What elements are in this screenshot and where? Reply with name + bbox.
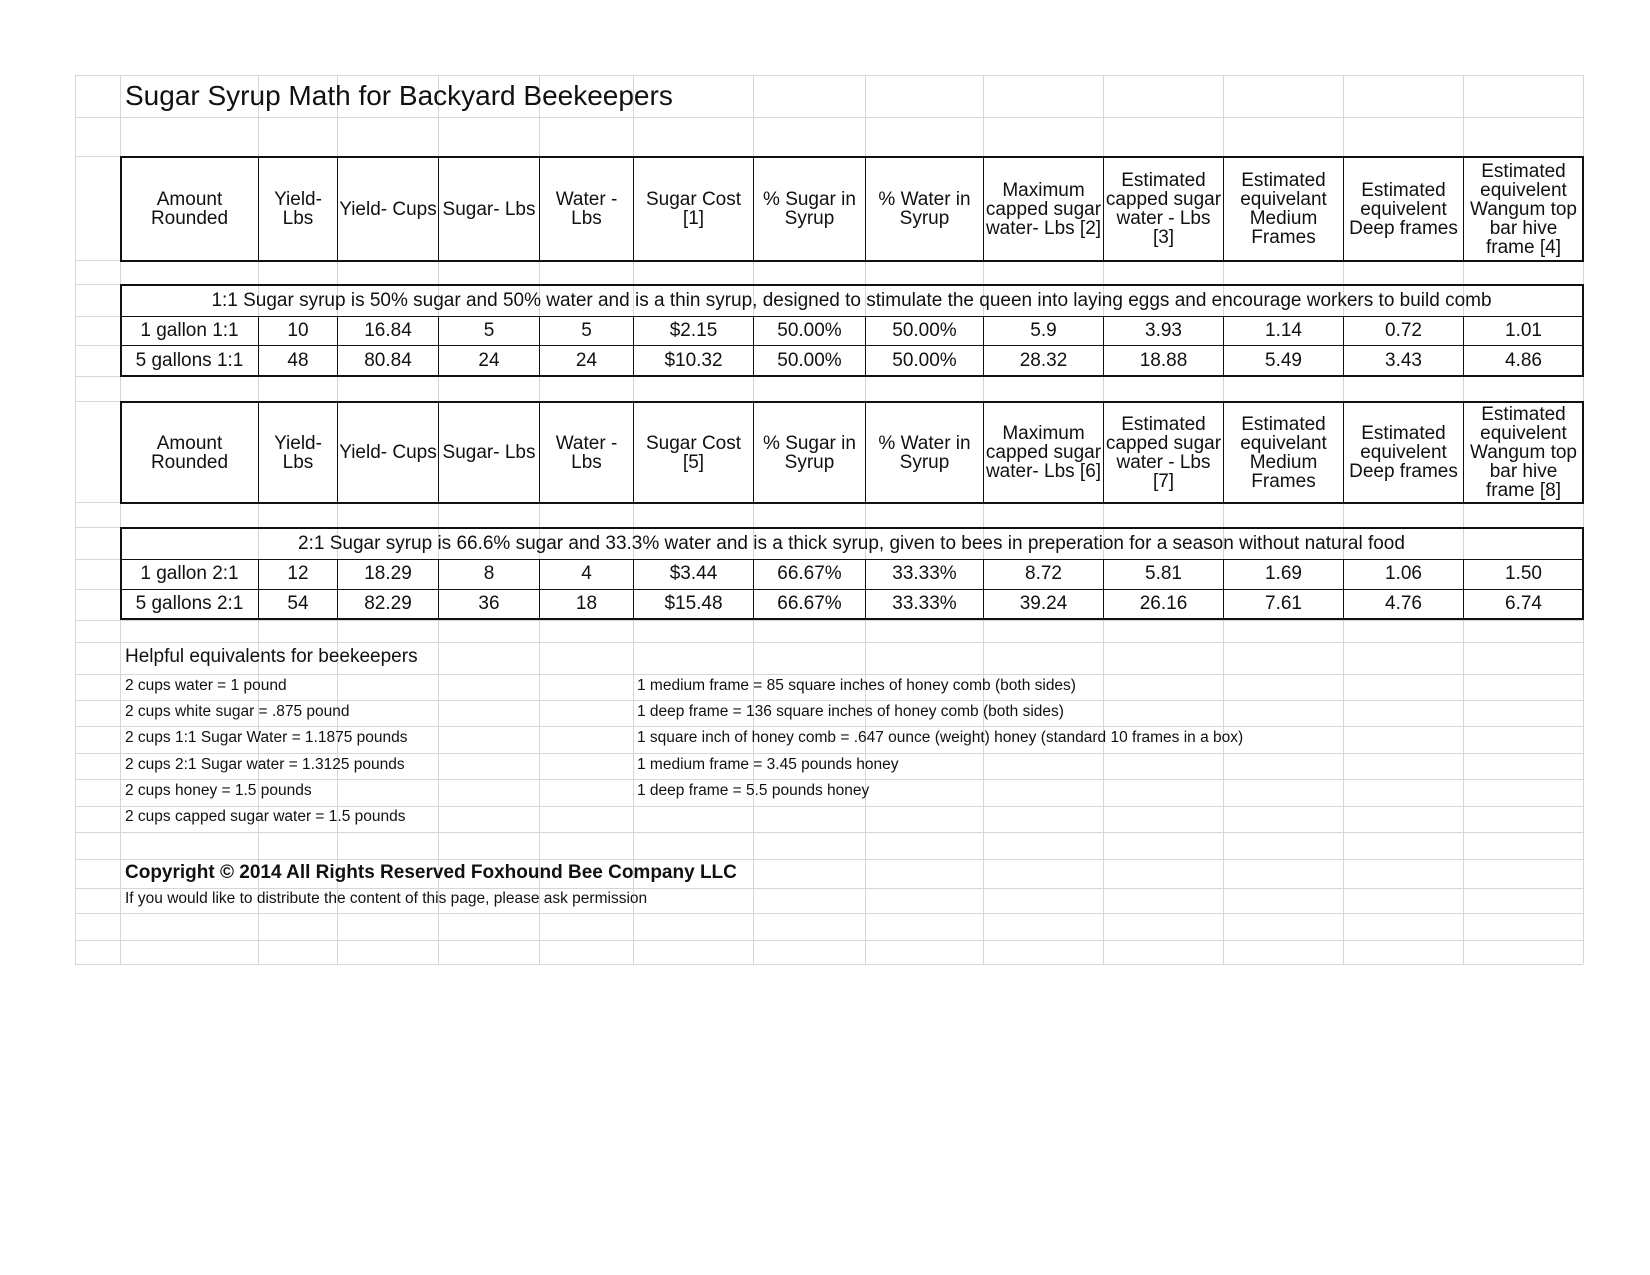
column-header: Water - Lbs [555, 432, 618, 473]
table-border-bottom [120, 618, 1584, 620]
table-border-bottom [120, 502, 1584, 504]
table-cell: 12 [287, 562, 309, 584]
table-border-bottom [120, 375, 1584, 377]
table-cell: 1.50 [1505, 562, 1542, 584]
equivalent-item: 2 cups capped sugar water = 1.5 pounds [125, 808, 406, 825]
section-description: 2:1 Sugar syrup is 66.6% sugar and 33.3% water and is a thick syrup, given to bees in preperation for a season without natural food [298, 533, 1405, 554]
table-cell: 5.49 [1265, 349, 1302, 371]
gridline-horizontal [75, 940, 1583, 941]
table-cell: 6.74 [1505, 592, 1542, 614]
gridline-horizontal [75, 75, 1583, 76]
table-cell: 8.72 [1025, 562, 1062, 584]
table-cell: 18.88 [1139, 349, 1188, 371]
table-cell: 5 gallons 1:1 [135, 349, 244, 371]
page-title: Sugar Syrup Math for Backyard Beekeepers [125, 80, 673, 111]
equivalent-item: 1 deep frame = 5.5 pounds honey [637, 782, 870, 799]
gridline-horizontal [75, 700, 1583, 701]
table-cell: 66.67% [777, 562, 842, 584]
column-header: Estimated equivelant Medium Frames [1240, 413, 1327, 492]
equivalent-item: 2 cups water = 1 pound [125, 677, 287, 694]
equivalent-item: 2 cups honey = 1.5 pounds [125, 782, 312, 799]
column-header: Sugar Cost [1] [645, 189, 742, 229]
equivalents-heading: Helpful equivalents for beekeepers [125, 646, 418, 667]
gridline-horizontal [75, 888, 1583, 889]
table-cell: 50.00% [892, 319, 957, 341]
equivalent-item: 1 medium frame = 85 square inches of honey comb (both sides) [637, 677, 1076, 694]
permission-note: If you would like to distribute the content of this page, please ask permission [125, 890, 648, 907]
table-cell: 5.9 [1030, 319, 1057, 341]
column-header: % Sugar in Syrup [763, 189, 856, 229]
table-cell: 1.06 [1385, 562, 1422, 584]
column-header: Estimated capped sugar water - Lbs [3] [1105, 170, 1222, 248]
table-cell: 0.72 [1385, 319, 1422, 341]
table-cell: 8 [483, 562, 495, 584]
table-cell: 24 [478, 349, 500, 371]
column-header: Estimated equivelant Medium Frames [1240, 170, 1327, 248]
table-cell: 48 [287, 349, 309, 371]
table-cell: 1.01 [1505, 319, 1542, 341]
column-header: Water - Lbs [555, 189, 618, 229]
gridline-horizontal [75, 806, 1583, 807]
column-header: Estimated equivelent Wangum top bar hive frame [8] [1469, 404, 1577, 501]
gridline-horizontal [75, 913, 1583, 914]
gridline-horizontal [75, 117, 1583, 118]
gridline-horizontal [75, 620, 1583, 621]
table-border-bottom [120, 260, 1584, 262]
column-header: Yield- Lbs [274, 432, 322, 473]
table-cell: 5.81 [1145, 562, 1182, 584]
column-header: Amount Rounded [150, 189, 229, 229]
table-cell: 5 gallons 2:1 [135, 592, 244, 614]
equivalent-item: 1 square inch of honey comb = .647 ounce (weight) honey (standard 10 frames in a box) [637, 729, 1244, 746]
table-cell: 4.76 [1385, 592, 1422, 614]
table-cell: 82.29 [364, 592, 412, 614]
table-cell: 1.14 [1265, 319, 1302, 341]
table-cell: 5 [581, 319, 592, 341]
table-cell: 39.24 [1019, 592, 1068, 614]
table-cell: 80.84 [364, 349, 412, 371]
column-header: Yield- Cups [339, 442, 437, 463]
copyright-notice: Copyright © 2014 All Rights Reserved Foxhound Bee Company LLC [125, 862, 737, 883]
gridline-horizontal [75, 642, 1583, 643]
table-cell: 4.86 [1505, 349, 1542, 371]
column-header: Sugar- Lbs [442, 442, 536, 463]
column-header: Estimated equivelent Deep frames [1349, 179, 1458, 239]
table-cell: $10.32 [664, 349, 723, 371]
table-cell: 50.00% [892, 349, 957, 371]
table-cell: 36 [478, 592, 500, 614]
table-cell: 28.32 [1019, 349, 1068, 371]
table-cell: $15.48 [664, 592, 723, 614]
gridline-horizontal [75, 726, 1583, 727]
equivalent-item: 2 cups white sugar = .875 pound [125, 703, 350, 720]
table-cell: 66.67% [777, 592, 842, 614]
gridline-horizontal [75, 779, 1583, 780]
equivalent-item: 2 cups 1:1 Sugar Water = 1.1875 pounds [125, 729, 408, 746]
table-cell: 33.33% [892, 562, 957, 584]
table-cell: 3.93 [1145, 319, 1182, 341]
gridline-horizontal [75, 674, 1583, 675]
column-header: Amount Rounded [150, 432, 229, 473]
column-header: % Sugar in Syrup [763, 432, 856, 473]
gridline-horizontal [75, 859, 1583, 860]
column-header: Sugar- Lbs [442, 198, 536, 220]
table-cell: 33.33% [892, 592, 957, 614]
table-cell: 50.00% [777, 349, 842, 371]
table-cell: 24 [575, 349, 598, 371]
equivalent-item: 1 deep frame = 136 square inches of honey comb (both sides) [637, 703, 1064, 720]
column-header: % Water in Syrup [878, 432, 971, 473]
gridline-horizontal [75, 753, 1583, 754]
column-header: Estimated equivelent Deep frames [1349, 423, 1458, 482]
table-cell: 10 [287, 319, 309, 341]
column-header: % Water in Syrup [878, 189, 971, 229]
table-cell: 26.16 [1139, 592, 1188, 614]
table-cell: $3.44 [669, 562, 718, 584]
equivalent-item: 2 cups 2:1 Sugar water = 1.3125 pounds [125, 756, 405, 773]
table-cell: 1 gallon 1:1 [140, 319, 239, 341]
section-description: 1:1 Sugar syrup is 50% sugar and 50% water and is a thin syrup, designed to stimulate the queen into laying eggs and encourage workers to build comb [211, 290, 1492, 311]
column-header: Yield- Cups [339, 198, 437, 220]
table-cell: 3.43 [1385, 349, 1422, 371]
gridline-horizontal [75, 832, 1583, 833]
table-cell: $2.15 [669, 319, 718, 341]
table-cell: 7.61 [1265, 592, 1302, 614]
column-header: Estimated capped sugar water - Lbs [7] [1105, 413, 1222, 492]
column-header: Estimated equivelent Wangum top bar hive frame [4] [1469, 160, 1577, 258]
column-header: Sugar Cost [5] [645, 432, 742, 473]
column-header: Maximum capped sugar water- Lbs [6] [985, 423, 1102, 482]
table-cell: 1.69 [1265, 562, 1302, 584]
table-cell: 50.00% [777, 319, 842, 341]
table-cell: 1 gallon 2:1 [140, 562, 239, 584]
gridline-horizontal [75, 964, 1583, 965]
table-cell: 5 [483, 319, 495, 341]
table-cell: 4 [581, 562, 592, 584]
table-cell: 18 [575, 592, 598, 614]
table-cell: 16.84 [364, 319, 412, 341]
equivalent-item: 1 medium frame = 3.45 pounds honey [637, 756, 899, 773]
column-header: Yield- Lbs [274, 189, 322, 229]
table-cell: 54 [287, 592, 309, 614]
table-cell: 18.29 [364, 562, 412, 584]
column-header: Maximum capped sugar water- Lbs [2] [985, 179, 1102, 239]
gridline-vertical [75, 75, 76, 964]
